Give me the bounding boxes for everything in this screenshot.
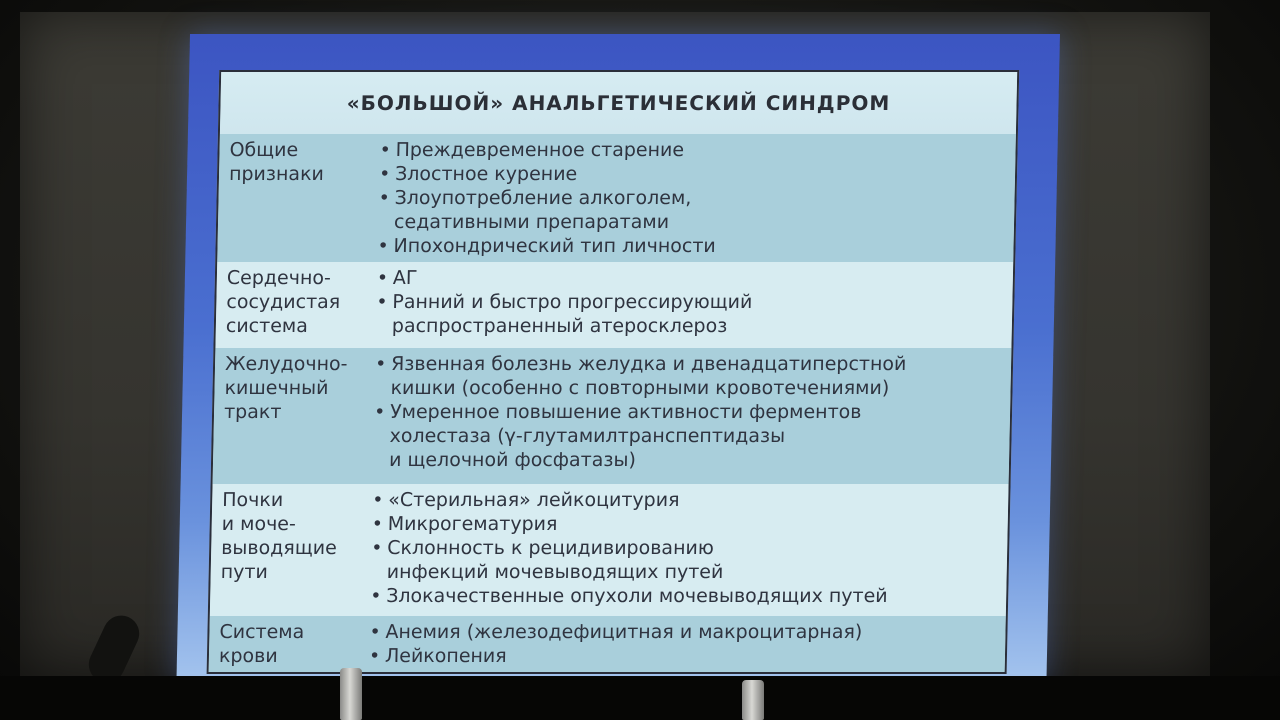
list-item: • АГ (375, 266, 1008, 290)
slide-table (207, 70, 1020, 674)
list-item: • Злоупотребление алкоголем, седативными препаратами (376, 186, 1009, 234)
row-items (371, 352, 1006, 480)
table-row (213, 348, 1012, 484)
presenter-desk (0, 676, 1280, 720)
row-category: Желудочно- кишечный тракт (223, 353, 348, 423)
water-bottle (742, 680, 764, 720)
list-item: • Склонность к рецидивированию инфекций мочевыводящих путей (368, 536, 1001, 584)
row-items (367, 620, 1000, 672)
row-category: Почки и моче- выводящие пути (220, 489, 337, 583)
list-item: • «Стерильная» лейкоцитурия (370, 488, 1003, 512)
list-item: • Преждевременное старение (377, 138, 1010, 162)
list-item: • Ипохондрический тип личности (375, 234, 1008, 258)
row-items (375, 138, 1010, 258)
row-items (368, 488, 1003, 612)
slide-title: «БОЛЬШОЙ» АНАЛЬГЕТИЧЕСКИЙ СИНДРОМ (220, 72, 1017, 134)
list-item: • Язвенная болезнь желудка и двенадцатиперстной кишки (особенно с повторными кровотечениями) (372, 352, 1005, 400)
list-item: • Умеренное повышение активности ферментов холестаза (γ-глутамилтранспептидазы и щелочной фосфатазы) (371, 400, 1005, 472)
table-row (210, 484, 1009, 616)
row-category: Сердечно- сосудистая система (225, 267, 341, 337)
row-category: Система крови (218, 621, 305, 667)
list-item: • Анемия (железодефицитная и макроцитарная) (367, 620, 1000, 644)
list-item: • Микрогематурия (369, 512, 1002, 536)
list-item: • Ранний и быстро прогрессирующий распространенный атеросклероз (374, 290, 1007, 338)
list-item: • Злостное курение (377, 162, 1010, 186)
projected-slide (176, 34, 1060, 684)
water-bottle (340, 668, 362, 720)
projection-screen (20, 12, 1210, 676)
list-item: • Лейкопения (367, 644, 1000, 668)
table-row (217, 134, 1016, 262)
row-category: Общие признаки (228, 139, 325, 185)
table-row (215, 262, 1013, 348)
row-items (374, 266, 1008, 344)
table-row (209, 616, 1006, 674)
list-item: • Злокачественные опухоли мочевыводящих путей (368, 584, 1001, 608)
